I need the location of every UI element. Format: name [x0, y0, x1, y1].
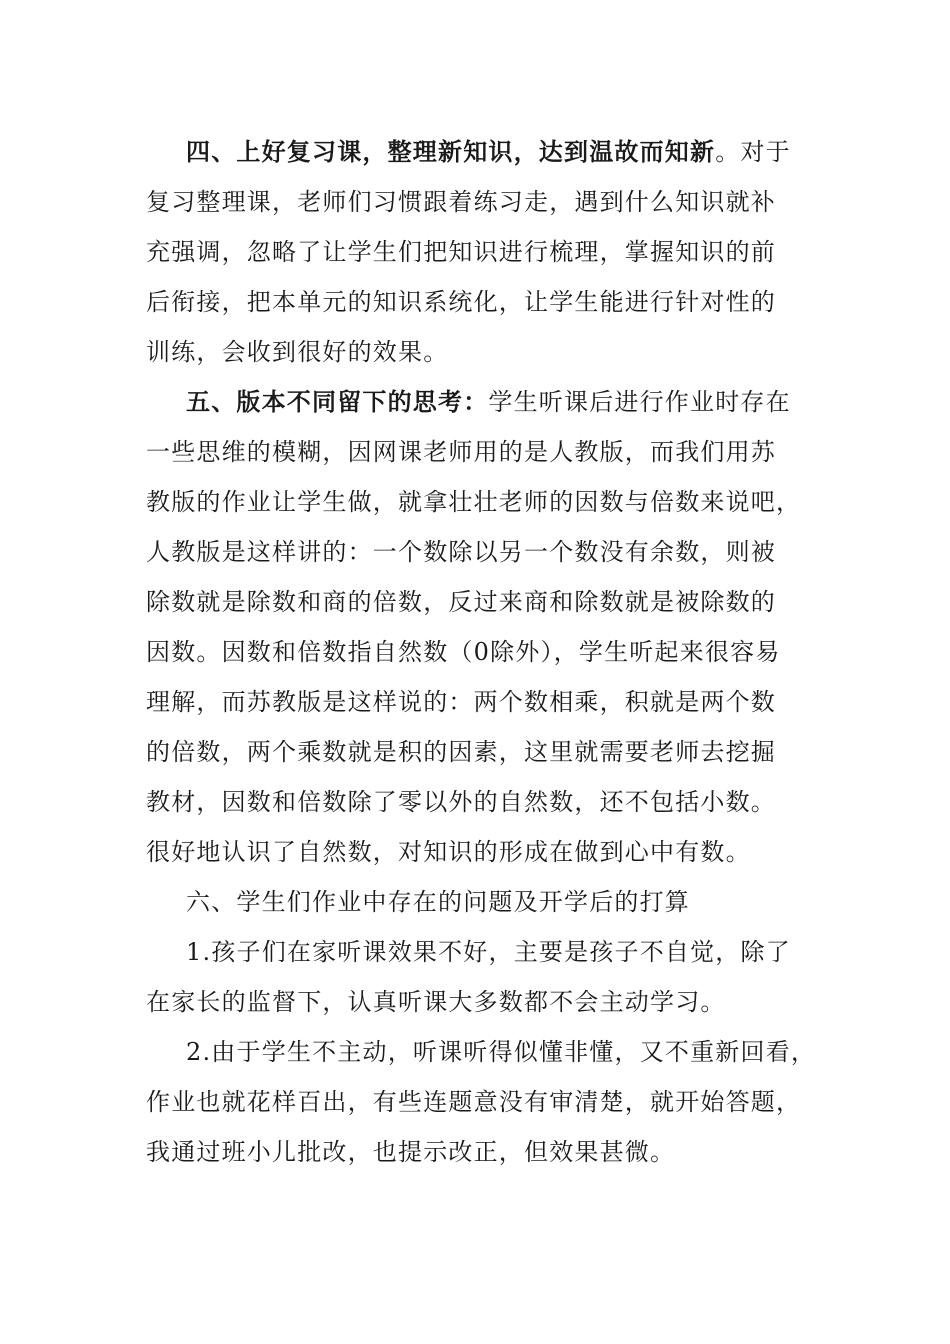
section-5-text-start: 学生听课后进行作业时存在	[488, 388, 791, 416]
section-5-line: 理解，而苏教版是这样说的：两个数相乘，积就是两个数	[146, 688, 776, 716]
section-5-line: 一些思维的模糊，因网课老师用的是人教版，而我们用苏	[146, 438, 776, 466]
section-4-first-line	[186, 136, 866, 168]
section-5-line: 教材，因数和倍数除了零以外的自然数，还不包括小数。	[146, 788, 776, 816]
section-6-heading: 六、学生们作业中存在的问题及开学后的打算	[186, 888, 690, 916]
section-4-line: 后衔接，把本单元的知识系统化，让学生能进行针对性的	[146, 288, 776, 316]
section-4-line: 训练，会收到很好的效果。	[146, 338, 449, 366]
section-4-heading: 四、上好复习课，整理新知识，达到温故而知新	[186, 137, 716, 166]
section-5-line: 因数。因数和倍数指自然数（0除外），学生听起来很容易	[146, 638, 781, 666]
section-4-line: 充强调，忽略了让学生们把知识进行梳理，掌握知识的前	[146, 238, 776, 266]
section-6-item-2-line: 我通过班小儿批改，也提示改正，但效果甚微。	[146, 1138, 676, 1166]
section-5-line: 很好地认识了自然数，对知识的形成在做到心中有数。	[146, 838, 751, 866]
section-6-item-1-line: 1.孩子们在家听课效果不好，主要是孩子不自觉，除了	[186, 938, 791, 966]
section-5-line: 除数就是除数和商的倍数，反过来商和除数就是被除数的	[146, 588, 776, 616]
section-6-item-2-line: 作业也就花样百出，有些连题意没有审清楚，就开始答题，	[146, 1088, 802, 1116]
section-5-first-line	[186, 386, 866, 418]
section-6-item-1-line: 在家长的监督下，认真听课大多数都不会主动学习。	[146, 988, 726, 1016]
section-4-text-start: 。对于	[715, 138, 791, 166]
section-4-line: 复习整理课，老师们习惯跟着练习走，遇到什么知识就补	[146, 188, 776, 216]
section-5-line: 人教版是这样讲的：一个数除以另一个数没有余数，则被	[146, 538, 776, 566]
section-6-item-2-line: 2.由于学生不主动，听课听得似懂非懂，又不重新回看，	[186, 1038, 817, 1066]
section-5-line: 教版的作业让学生做，就拿壮壮老师的因数与倍数来说吧，	[146, 488, 802, 516]
section-5-line: 的倍数，两个乘数就是积的因素，这里就需要老师去挖掘	[146, 738, 776, 766]
section-5-heading: 五、版本不同留下的思考：	[186, 387, 489, 416]
